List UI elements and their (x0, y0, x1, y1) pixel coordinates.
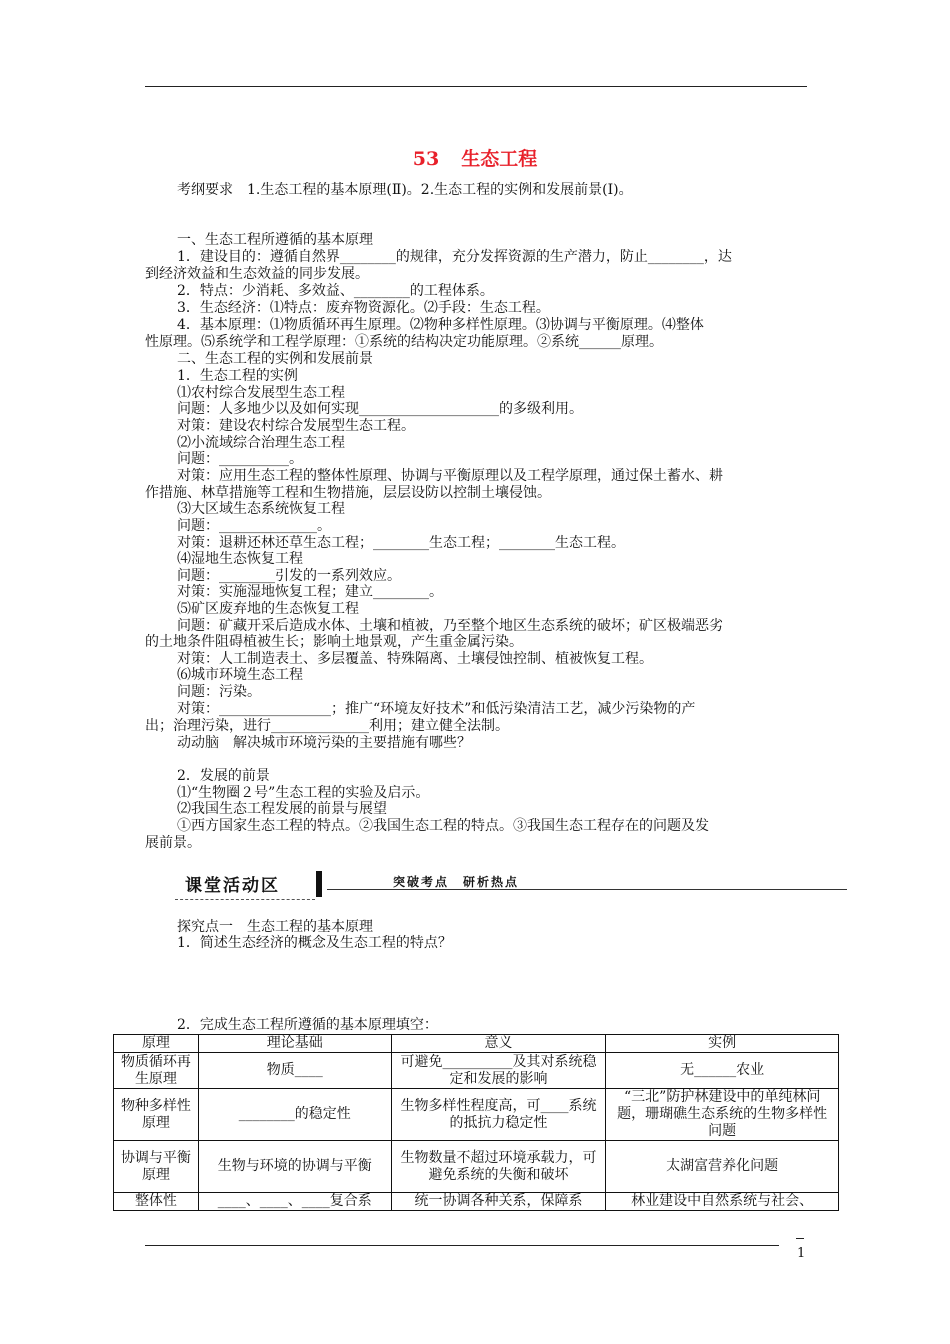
table-cell: 生物数量不超过环境承载力，可避免系统的失衡和破坏 (391, 1141, 606, 1193)
section-heading: 二、生态工程的实例和发展前景 (177, 351, 373, 367)
banner-subtitle: 突破考点 研析热点 (393, 875, 520, 889)
paragraph-line: 对策：人工制造表土、多层覆盖、特殊隔离、土壤侵蚀控制、植被恢复工程。 (177, 651, 653, 667)
paragraph-line: 作措施、林草措施等工程和生物措施，层层设防以控制土壤侵蚀。 (145, 485, 551, 501)
table-cell: 生物多样性程度高，可____系统的抵抗力稳定性 (391, 1089, 606, 1141)
footer-rule (145, 1245, 779, 1246)
paragraph-line: 1．建设目的：遵循自然界________的规律，充分发挥资源的生产潜力，防止________，达 (177, 249, 732, 265)
example-heading: ⑸矿区废弃地的生态恢复工程 (177, 601, 359, 617)
chapter-title: 生态工程 (461, 148, 538, 170)
paragraph-line: 对策：退耕还林还草生态工程；________生态工程；________生态工程。 (177, 535, 625, 551)
table-row (114, 1193, 839, 1211)
paragraph-line: 问题：污染。 (177, 684, 261, 700)
paragraph-line: 对策：实施湿地恢复工程；建立________。 (177, 584, 443, 600)
table-cell: “三北”防护林建设中的单纯林问题，珊瑚礁生态系统的生物多样性问题 (606, 1089, 839, 1141)
paragraph-line: 问题：________引发的一系列效应。 (177, 568, 401, 584)
table-header: 理论基础 (198, 1035, 391, 1053)
example-heading: ⑹城市环境生态工程 (177, 667, 303, 683)
page-title (0, 144, 950, 171)
table-cell: 太湖富营养化问题 (606, 1141, 839, 1193)
subsection-heading: 2．发展的前景 (177, 768, 270, 784)
paragraph-line: 2．特点：少消耗、多效益、________的工程体系。 (177, 283, 494, 299)
paragraph-line: ①西方国家生态工程的特点。②我国生态工程的特点。③我国生态工程存在的问题及发 (177, 818, 709, 834)
paragraph-line: 3．生态经济：⑴特点：废弃物资源化。⑵手段：生态工程。 (177, 300, 550, 316)
example-heading: ⑵小流域综合治理生态工程 (177, 435, 345, 451)
section-heading: 一、生态工程所遵循的基本原理 (177, 232, 373, 248)
paragraph-line: 问题：______________。 (177, 518, 331, 534)
table-cell: 整体性 (114, 1193, 199, 1211)
example-heading: ⑶大区域生态系统恢复工程 (177, 501, 345, 517)
think-prompt: 动动脑 解决城市环境污染的主要措施有哪些？ (177, 735, 471, 751)
page-number: 1 (797, 1246, 806, 1261)
chapter-number: 53 (412, 148, 440, 170)
table-cell: 协调与平衡原理 (114, 1141, 199, 1193)
paragraph-line: 问题：人多地少以及如何实现____________________的多级利用。 (177, 401, 583, 417)
table-cell: 统一协调各种关系，保障系 (391, 1193, 606, 1211)
table-cell: ____、____、____复合系 (198, 1193, 391, 1211)
paragraph-line: 问题：矿藏开采后造成水体、土壤和植被，乃至整个地区生态系统的破坏；矿区极端恶劣 (177, 618, 723, 634)
paragraph-line: 的土地条件阻碍植被生长；影响土地景观，产生重金属污染。 (145, 634, 523, 650)
table-header: 原理 (114, 1035, 199, 1053)
principles-table (113, 1034, 839, 1211)
table-header-row (114, 1035, 839, 1053)
header-rule (145, 86, 807, 87)
example-heading: ⑷湿地生态恢复工程 (177, 551, 303, 567)
paragraph-line: ⑵我国生态工程发展的前景与展望 (177, 801, 387, 817)
paragraph-line: ⑴“生物圈２号”生态工程的实验及启示。 (177, 785, 430, 801)
banner-bar (316, 871, 322, 897)
table-row (114, 1141, 839, 1193)
paragraph-line: 性原理。⑸系统学和工程学原理：①系统的结构决定功能原理。②系统______原理。 (145, 334, 663, 350)
table-row (114, 1089, 839, 1141)
table-row (114, 1053, 839, 1089)
table-cell: 无______农业 (606, 1053, 839, 1089)
paragraph-line: 对策：应用生态工程的整体性原理、协调与平衡原理以及工程学原理，通过保土蓄水、耕 (177, 468, 723, 484)
table-cell: 物种多样性原理 (114, 1089, 199, 1141)
section-banner (175, 869, 847, 899)
table-cell: ________的稳定性 (198, 1089, 391, 1141)
question: 2．完成生态工程所遵循的基本原理填空： (177, 1017, 438, 1033)
table-cell: 物质____ (198, 1053, 391, 1089)
table-cell: 林业建设中自然系统与社会、 (606, 1193, 839, 1211)
question: 1．简述生态经济的概念及生态工程的特点？ (177, 935, 452, 951)
page-number-bar (796, 1238, 804, 1239)
table-cell: 可避免__________及其对系统稳定和发展的影响 (391, 1053, 606, 1089)
banner-dashed-rule (175, 899, 315, 900)
paragraph-line: 问题：__________。 (177, 451, 303, 467)
paragraph-line: 展前景。 (145, 835, 201, 851)
paragraph-line: 对策：________________；推广“环境友好技术”和低污染清洁工艺，减少污染物的产 (177, 701, 696, 717)
example-heading: ⑴农村综合发展型生态工程 (177, 385, 345, 401)
table-cell: 生物与环境的协调与平衡 (198, 1141, 391, 1193)
inquiry-heading: 探究点一 生态工程的基本原理 (177, 919, 373, 935)
paragraph-line: 对策：建设农村综合发展型生态工程。 (177, 418, 415, 434)
paragraph-line: 4．基本原理：⑴物质循环再生原理。⑵物种多样性原理。⑶协调与平衡原理。⑷整体 (177, 317, 704, 333)
syllabus: 考纲要求 1.生态工程的基本原理(Ⅱ)。2.生态工程的实例和发展前景(Ⅰ)。 (177, 182, 633, 198)
subsection-heading: 1．生态工程的实例 (177, 368, 298, 384)
table-header: 实例 (606, 1035, 839, 1053)
paragraph-line: 出；治理污染，进行______________利用；建立健全法制。 (145, 718, 509, 734)
table-cell: 物质循环再生原理 (114, 1053, 199, 1089)
banner-label: 课堂活动区 (185, 876, 280, 896)
table-header: 意义 (391, 1035, 606, 1053)
paragraph-line: 到经济效益和生态效益的同步发展。 (145, 266, 369, 282)
